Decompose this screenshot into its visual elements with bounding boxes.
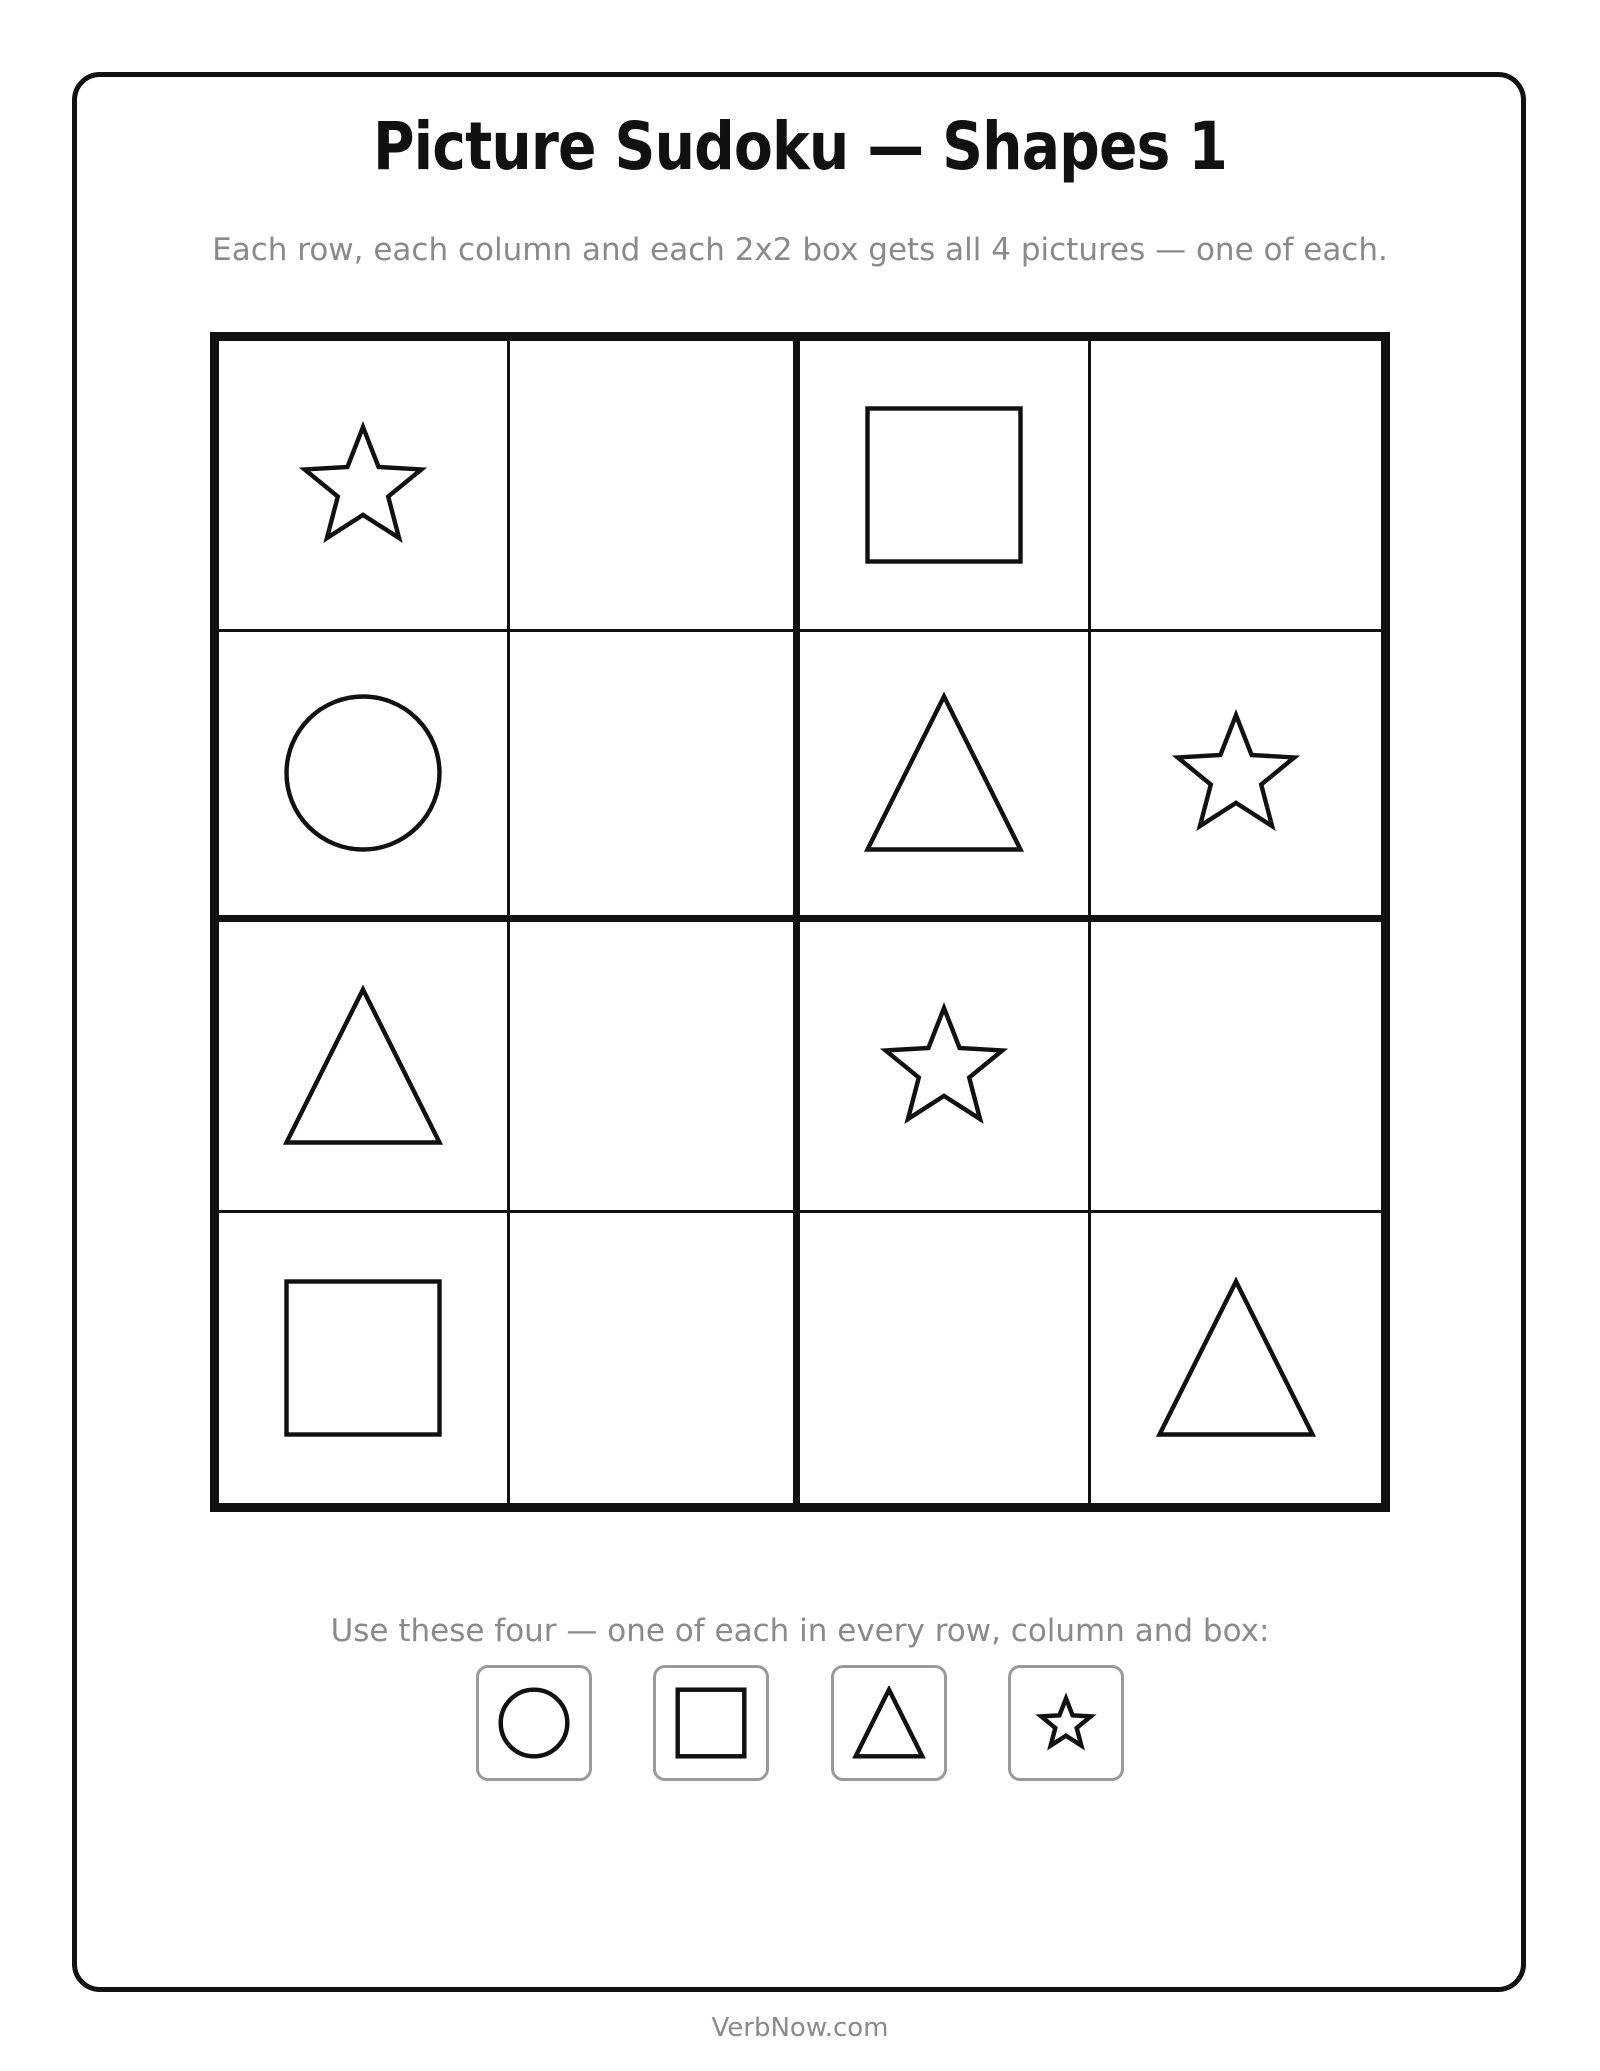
grid-cell-r2-c1 — [219, 632, 510, 923]
legend-key-triangle[interactable] — [831, 1665, 947, 1781]
circle-icon — [497, 1686, 571, 1760]
grid-cell-r3-c4[interactable] — [1091, 922, 1382, 1213]
grid-cell-r1-c1 — [219, 341, 510, 632]
grid-cell-r1-c3 — [800, 341, 1091, 632]
triangle-icon — [1151, 1273, 1321, 1443]
legend-key-square[interactable] — [653, 1665, 769, 1781]
grid-cell-r1-c4[interactable] — [1091, 341, 1382, 632]
star-icon — [1151, 688, 1321, 858]
star-icon — [278, 400, 448, 570]
grid-cell-r3-c2[interactable] — [510, 922, 801, 1213]
grid-cell-r3-c3 — [800, 922, 1091, 1213]
sudoku-grid — [210, 332, 1390, 1512]
grid-cell-r4-c1 — [219, 1213, 510, 1504]
triangle-icon — [278, 981, 448, 1151]
grid-cell-r1-c2[interactable] — [510, 341, 801, 632]
grid-cell-r4-c4 — [1091, 1213, 1382, 1504]
star-icon — [1029, 1686, 1103, 1760]
shape-legend — [476, 1665, 1124, 1783]
footer-credit: VerbNow.com — [711, 2013, 889, 2043]
legend-key-circle[interactable] — [476, 1665, 592, 1781]
instructions: Each row, each column and each 2x2 box gets all 4 pictures — one of each. — [212, 232, 1388, 268]
legend-label: Use these four — one of each in every row, column and box: — [330, 1613, 1270, 1649]
square-icon — [278, 1273, 448, 1443]
square-icon — [674, 1686, 748, 1760]
page-title: Picture Sudoku — Shapes 1 — [372, 108, 1228, 185]
triangle-icon — [859, 688, 1029, 858]
grid-cell-r2-c3 — [800, 632, 1091, 923]
triangle-icon — [852, 1686, 926, 1760]
grid-cell-r4-c3[interactable] — [800, 1213, 1091, 1504]
star-icon — [859, 981, 1029, 1151]
grid-cell-r4-c2[interactable] — [510, 1213, 801, 1504]
legend-key-star[interactable] — [1008, 1665, 1124, 1781]
grid-cell-r2-c2[interactable] — [510, 632, 801, 923]
square-icon — [859, 400, 1029, 570]
circle-icon — [278, 688, 448, 858]
grid-cell-r2-c4 — [1091, 632, 1382, 923]
grid-cell-r3-c1 — [219, 922, 510, 1213]
